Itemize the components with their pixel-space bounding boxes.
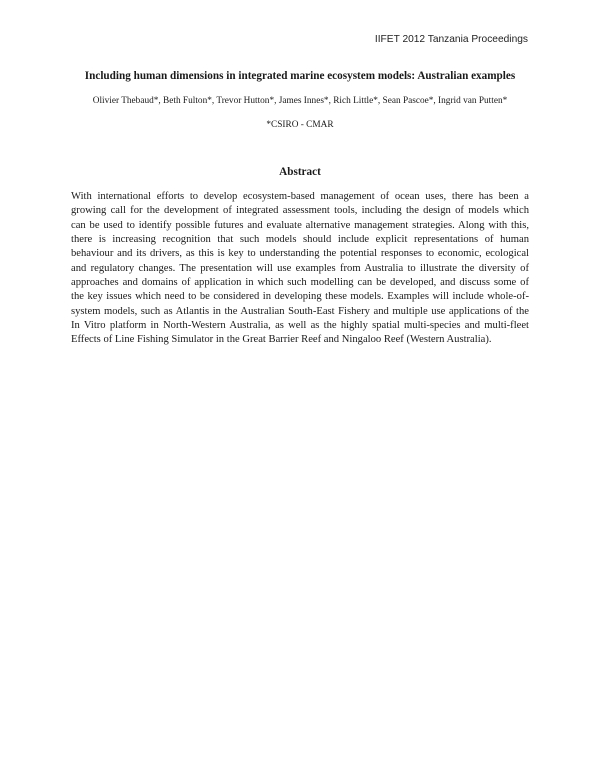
paper-title: Including human dimensions in integrated marine ecosystem models: Australian examples	[84, 70, 516, 82]
running-header: IIFET 2012 Tanzania Proceedings	[374, 34, 528, 45]
abstract-line: system models, such as Atlantis in the Australian South-East Fishery and multiple use applications of the	[71, 305, 529, 317]
abstract-line: With international efforts to develop ecosystem-based management of ocean uses, there has been a	[71, 191, 529, 202]
abstract-line: can be used to identify possible futures and evaluate alternative management strategies. Along with this,	[71, 219, 529, 231]
abstract-line: growing call for the development of integrated assessment tools, including the design of models which	[71, 205, 529, 217]
abstract-line: the key issues which need to be considered in developing these models. Examples will include whole-of-	[71, 291, 529, 303]
abstract-heading: Abstract	[279, 166, 321, 178]
abstract-line: Effects of Line Fishing Simulator in the Great Barrier Reef and Ningaloo Reef (Western Australia).	[71, 334, 492, 346]
affiliation: *CSIRO - CMAR	[266, 120, 334, 130]
abstract-line: there is increasing recognition that such models should include explicit representations of human	[71, 234, 529, 246]
abstract-line: approaches and domains of application in which such modelling can be developed, and discuss some of	[71, 277, 529, 289]
abstract-line: behaviour and its drivers, as this is key to understanding the potential responses to economic, ecological	[71, 248, 529, 260]
abstract-line: In Vitro platform in North-Western Australia, as well as the highly spatial multi-species and multi-fleet	[71, 320, 529, 332]
author-list: Olivier Thebaud*, Beth Fulton*, Trevor Hutton*, James Innes*, Rich Little*, Sean Pascoe*, Ingrid van Putten*	[92, 96, 508, 106]
abstract-body	[71, 190, 529, 348]
abstract-line: and regulatory changes. The presentation will use examples from Australia to illustrate the diversity of	[71, 262, 529, 274]
